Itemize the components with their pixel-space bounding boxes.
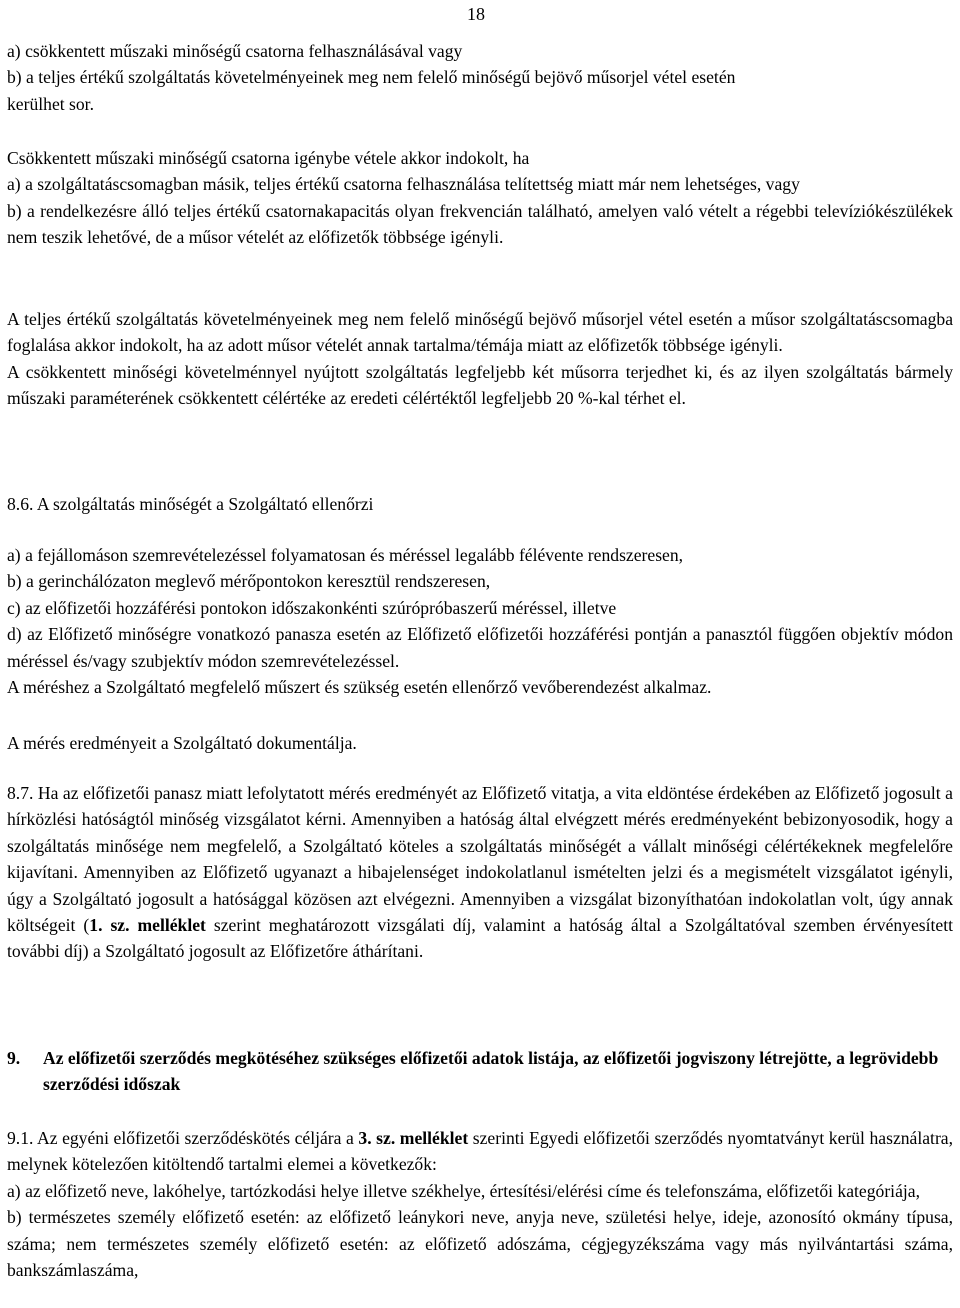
section-9-title: Az előfizetői szerződés megkötéséhez szükséges előfizetői adatok listája, az előfizetői jogviszony létrejötte, a legrövidebb szerződési időszak — [43, 1048, 939, 1094]
full-value-paragraph: A teljes értékű szolgáltatás követelményeinek meg nem felelő minőségű bejövő műsorjel vétel esetén a műsor szolgáltatáscsomagba foglalása akkor indokolt, ha az adott műsor vételét annak tartalma/témája miatt az előfizetők többsége igényli. — [7, 309, 953, 356]
equipment-sentence: A méréshez a Szolgáltató megfelelő műszert és szükség esetén ellenőrző vevőberendezést alkalmaz. — [7, 677, 712, 698]
list-item: d) az Előfizető minőségre vonatkozó panasza esetén az Előfizető előfizetői hozzáférési pontján a panasztól függően objektív módon méréssel és/vagy szubjektív módon szemrevételezéssel. — [7, 624, 953, 671]
intro-list — [7, 38, 953, 117]
reduced-channel-intro: Csökkentett műszaki minőségű csatorna igénybe vétele akkor indokolt, ha — [7, 148, 530, 168]
reduced-channel-item-a: a) a szolgáltatáscsomagban másik, teljes értékű csatorna felhasználása telítettség miatt már nem lehetséges, vagy — [7, 174, 800, 195]
section-9-1 — [7, 1125, 953, 1283]
annex-3-reference: 3. sz. melléklet — [358, 1128, 469, 1148]
section-8-7-text-end: szerint meghatározott vizsgálati díj, valamint a hatóság által a Szolgáltatóval szemben érvényesített további díj) a Szolgáltató jogosult az Előfizetőre áthárítani. — [7, 915, 953, 962]
section-8-6-title: 8.6. A szolgáltatás minőségét a Szolgáltató ellenőrzi — [7, 494, 374, 514]
section-9-number: 9. — [7, 1048, 21, 1068]
documentation-sentence: A mérés eredményeit a Szolgáltató dokumentálja. — [7, 733, 357, 753]
annex-1-reference: 1. sz. melléklet — [89, 915, 206, 936]
section-8-7-paragraph — [7, 780, 953, 965]
list-item: b) a gerinchálózaton meglevő mérőpontokon keresztül rendszeresen, — [7, 571, 491, 592]
reduced-channel-block — [7, 145, 953, 251]
reduced-channel-item-b: b) a rendelkezésre álló teljes értékű csatornakapacitás olyan frekvencián található, amelyen való vételt a régebbi televíziókészülékek nem teszik lehetővé, de a műsor vételét az előfizetők többsége igényli. — [7, 200, 953, 248]
list-item: a) a fejállomáson szemrevételezéssel folyamatosan és méréssel legalább félévente rendszeresen, — [7, 545, 684, 565]
list-item: b) természetes személy előfizető esetén: az előfizető leánykori neve, anyja neve, születési helye, ideje, azonosító okmány típusa, száma; nem természetes személy előfizető esetén: az előfizető adószáma, cégjegyzékszáma vagy más nyilvántartási száma, bankszámlaszáma, — [7, 1207, 953, 1281]
section-9-heading — [7, 1045, 953, 1097]
reduced-quality-paragraph: A csökkentett minőségi követelménnyel nyújtott szolgáltatás legfeljebb két műsorra terjedhet ki, és az ilyen szolgáltatás bármely műszaki paraméterének csökkentett célértéke az eredeti célértéktől legfeljebb 20 %-kal térhet el. — [7, 361, 953, 409]
section-9-1-paragraph — [7, 1125, 953, 1178]
page-number: 18 — [467, 4, 485, 24]
section-8-7-text: 8.7. Ha az előfizetői panasz miatt lefolytatott mérés eredményét az Előfizető vitatja, a vita eldöntése érdekében az Előfizető jogosult a hírközlési hatóságtól minőség vizsgálatot kérni. Amennyiben a hatóság által elvégzett mérés eredményeként bebizonyosodik, hogy a szolgáltatás minősége nem megfelelő, a Szolgáltató köteles a szolgáltatás minőségét a vállalt minőségi célértékeknek megfelelőre kijavítani. Amennyiben az Előfizető ugyanazt a hibajelenséget indokolatlanul ismételten jelzi és a megismételt vizsgálatot igényli, úgy a Szolgáltató jogosult a hatósággal közösen azt elvégezni. Amennyiben a vizsgálat bizonyíthatóan indokolatlan volt, úgy annak költségeit ( — [7, 783, 953, 936]
section-9-1-text: 9.1. Az egyéni előfizetői szerződéskötés céljára a — [7, 1128, 359, 1148]
list-item: a) az előfizető neve, lakóhelye, tartózkodási helye illetve székhelye, értesítési/elérési címe és telefonszáma, előfizetői kategóriája, — [7, 1180, 920, 1201]
intro-line: kerülhet sor. — [7, 93, 94, 114]
section-8-6-list — [7, 542, 953, 700]
intro-line: b) a teljes értékű szolgáltatás követelményeinek meg nem felelő minőségű bejövő műsorjel vétel esetén — [7, 67, 736, 88]
section-9-1-text-end: szerinti Egyedi előfizetői szerződés nyomtatványt kerül használatra, melynek kötelezően kitöltendő tartalmi elemei a következők: — [7, 1128, 954, 1175]
full-value-block — [7, 306, 953, 412]
intro-line: a) csökkentett műszaki minőségű csatorna felhasználásával vagy — [7, 41, 463, 61]
list-item: c) az előfizetői hozzáférési pontokon időszakonkénti szúrópróbaszerű méréssel, illetve — [7, 597, 617, 618]
section-8-7 — [7, 780, 953, 965]
